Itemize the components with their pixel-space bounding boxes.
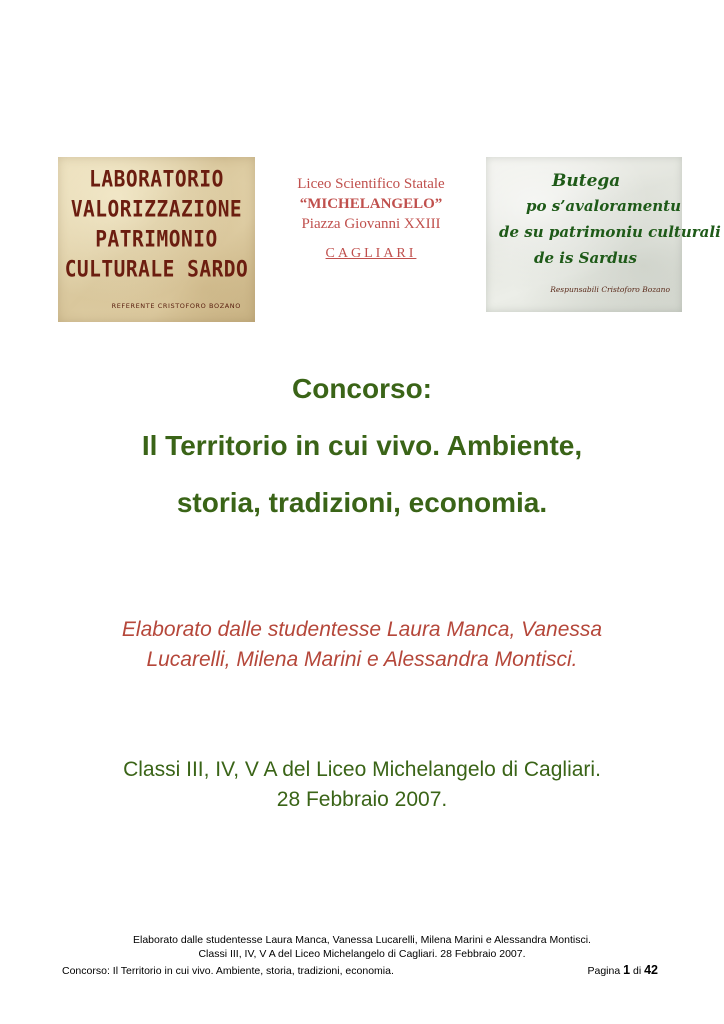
page-total: 42: [644, 963, 658, 977]
logo-left-line-1: LABORATORIO: [89, 166, 224, 193]
authors-line-1: Elaborato dalle studentesse Laura Manca, Vanessa: [121, 618, 603, 641]
authors-line-2: Lucarelli, Milena Marini e Alessandra Montisci.: [146, 648, 578, 671]
classes-line-2: 28 Febbraio 2007.: [276, 788, 448, 811]
page-footer: [40, 933, 684, 961]
logo-left-line-4: CULTURALE SARDO: [64, 256, 249, 283]
classes-statement: [30, 755, 694, 815]
footer-line-2: Classi III, IV, V A del Liceo Michelangelo di Cagliari. 28 Febbraio 2007.: [198, 948, 526, 960]
authors-statement: [30, 615, 694, 675]
page-label: Pagina: [587, 965, 621, 977]
page-current: 1: [623, 963, 631, 977]
school-name: “MICHELANGELO”: [299, 196, 443, 212]
footer-line-1: Elaborato dalle studentesse Laura Manca, Vanessa Lucarelli, Milena Marini e Alessandra Montisci.: [133, 934, 591, 946]
logo-left-line-2: VALORIZZAZIONE: [70, 196, 243, 223]
logo-right-responsible: Respunsabili Cristoforo Bozano: [550, 285, 670, 294]
school-address: Piazza Giovanni XXIII: [301, 216, 441, 232]
title-line-2: Il Territorio in cui vivo. Ambiente,: [141, 430, 583, 461]
school-header: [256, 174, 486, 262]
page-of: di: [632, 965, 642, 977]
footer-line-3: Concorso: Il Territorio in cui vivo. Ambiente, storia, tradizioni, economia.: [62, 965, 394, 977]
logo-left-referent: REFERENTE CRISTOFORO BOZANO: [111, 302, 241, 310]
document-title: [30, 375, 694, 517]
butega-logo: [486, 157, 721, 312]
logo-left-line-3: PATRIMONIO: [95, 226, 218, 253]
logo-right-line-3: de su patrimoniu culturali: [499, 223, 721, 241]
page-number: [587, 963, 658, 978]
title-line-1: Concorso:: [292, 373, 432, 404]
title-line-3: storia, tradizioni, economia.: [176, 487, 548, 518]
logo-right-line-4: de is Sardus: [534, 249, 637, 267]
school-type: Liceo Scientifico Statale: [297, 176, 445, 192]
logo-right-line-1: Butega: [552, 171, 621, 191]
classes-line-1: Classi III, IV, V A del Liceo Michelangelo di Cagliari.: [123, 758, 601, 781]
school-city: CAGLIARI: [325, 246, 417, 261]
laboratorio-logo: [58, 157, 255, 322]
logo-right-line-2: po s’avaloramentu: [526, 197, 682, 215]
